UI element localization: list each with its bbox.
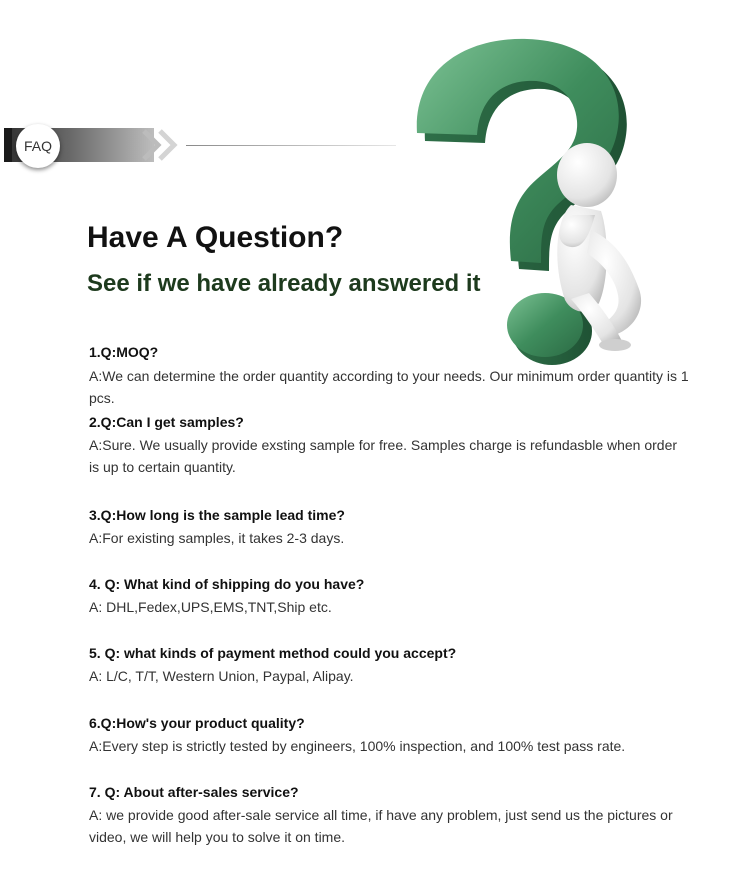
faq-answer: A:We can determine the order quantity according to your needs. Our minimum order quantity is 1 pcs. — [89, 368, 689, 406]
faq-answer: A: DHL,Fedex,UPS,EMS,TNT,Ship etc. — [89, 599, 332, 615]
faq-question: 1.Q:MOQ? — [89, 344, 159, 360]
page-subtitle: See if we have already answered it — [87, 270, 481, 297]
faq-answer: A:For existing samples, it takes 2-3 days. — [89, 530, 345, 546]
faq-answer: A:Every step is strictly tested by engineers, 100% inspection, and 100% test pass rate. — [89, 738, 626, 754]
faq-banner-bar-cap — [4, 128, 12, 162]
faq-banner-line — [186, 145, 396, 146]
faq-question: 6.Q:How's your product quality? — [89, 715, 305, 731]
faq-question: 2.Q:Can I get samples? — [89, 414, 244, 430]
faq-question: 3.Q:How long is the sample lead time? — [89, 507, 345, 523]
faq-question: 7. Q: About after-sales service? — [89, 784, 299, 800]
faq-answer: A: we provide good after-sale service all time, if have any problem, just send us the pictures or video, we will help you to solve it on time. — [89, 807, 673, 845]
faq-badge — [16, 124, 60, 168]
double-chevron-right-icon — [140, 128, 190, 162]
faq-answer: A:Sure. We usually provide exsting sample for free. Samples charge is refundasble when order is up to certain quantity. — [89, 437, 678, 475]
faq-answer: A: L/C, T/T, Western Union, Paypal, Alipay. — [89, 668, 354, 684]
page-title: Have A Question? — [87, 221, 344, 254]
faq-question: 5. Q: what kinds of payment method could you accept? — [89, 645, 457, 661]
question-mark-figure-icon — [395, 15, 685, 370]
faq-question: 4. Q: What kind of shipping do you have? — [89, 576, 365, 592]
faq-badge-label: FAQ — [23, 138, 52, 154]
faq-banner — [0, 118, 400, 174]
